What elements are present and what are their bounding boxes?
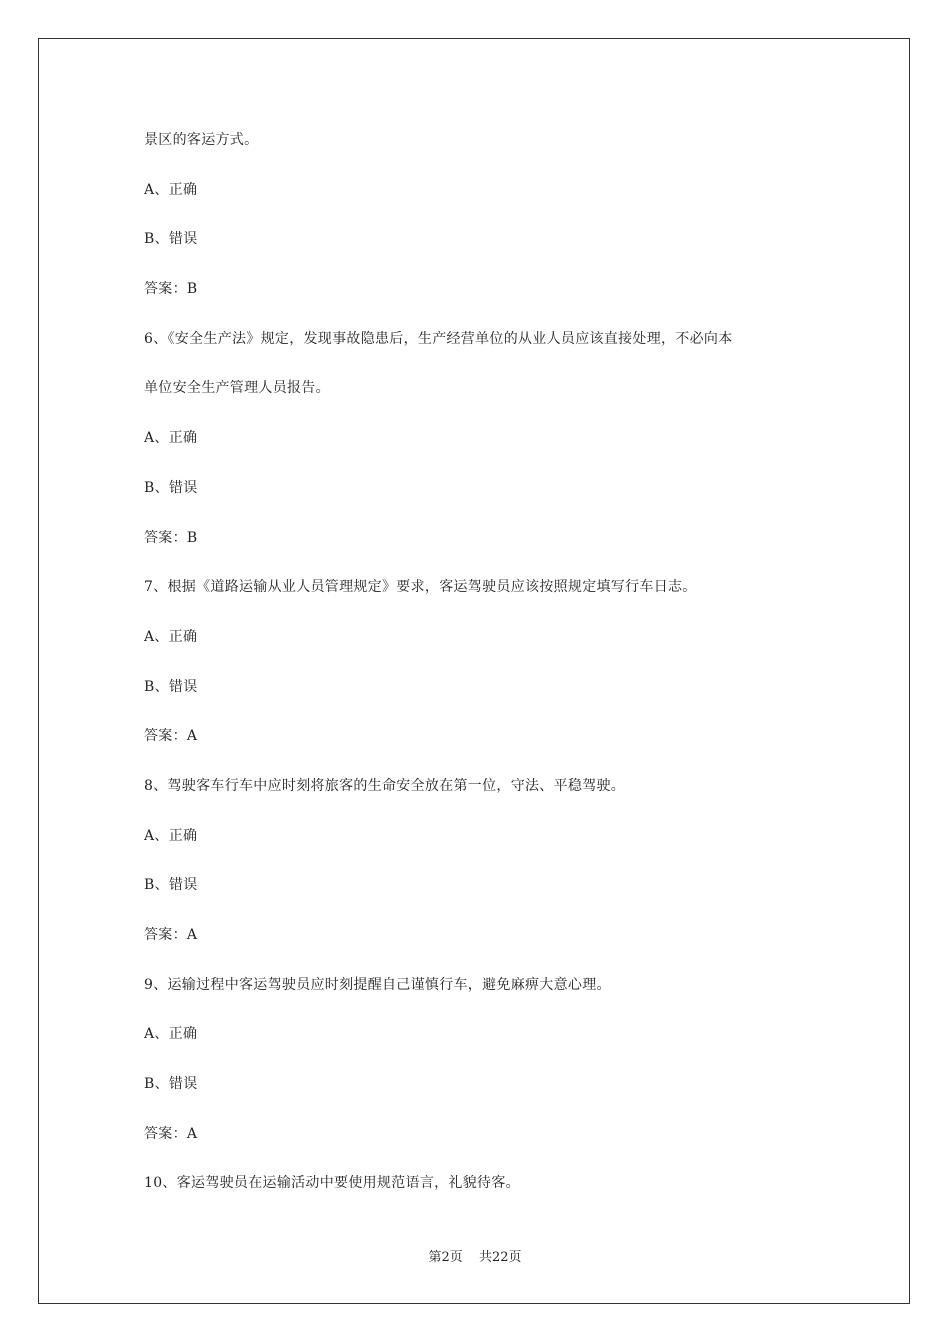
option-a: A、正确 xyxy=(144,430,198,447)
page-number: 第2页 xyxy=(428,1250,463,1265)
question-7: 7、根据《道路运输从业人员管理规定》要求，客运驾驶员应该按照规定填写行车日志。 xyxy=(144,579,697,596)
page-total: 共22页 xyxy=(478,1250,522,1265)
question-10: 10、客运驾驶员在运输活动中要使用规范语言，礼貌待客。 xyxy=(144,1175,520,1192)
option-a: A、正确 xyxy=(144,628,198,645)
answer: 答案：A xyxy=(144,1125,198,1142)
answer: 答案：B xyxy=(144,281,198,298)
answer: 答案：A xyxy=(144,728,198,745)
page-footer xyxy=(0,1246,950,1265)
question-9: 9、运输过程中客运驾驶员应时刻提醒自己谨慎行车，避免麻痹大意心理。 xyxy=(144,976,611,993)
question-6-continued: 单位安全生产管理人员报告。 xyxy=(144,380,330,397)
answer: 答案：A xyxy=(144,927,198,943)
question-8: 8、驾驶客车行车中应时刻将旅客的生命安全放在第一位，守法、平稳驾驶。 xyxy=(144,777,626,794)
option-a: A、正确 xyxy=(144,181,198,198)
option-b: B、错误 xyxy=(144,1076,198,1093)
option-b: B、错误 xyxy=(144,231,198,248)
document-body xyxy=(144,125,824,1218)
option-b: B、错误 xyxy=(144,479,198,496)
answer: 答案：B xyxy=(144,529,198,546)
option-a: A、正确 xyxy=(144,827,198,844)
text-line: 景区的客运方式。 xyxy=(144,132,259,148)
option-b: B、错误 xyxy=(144,678,198,695)
option-b: B、错误 xyxy=(144,877,198,894)
question-6: 6、《安全生产法》规定，发现事故隐患后，生产经营单位的从业人员应该直接处理，不必向本 xyxy=(144,330,733,347)
option-a: A、正确 xyxy=(144,1026,198,1043)
